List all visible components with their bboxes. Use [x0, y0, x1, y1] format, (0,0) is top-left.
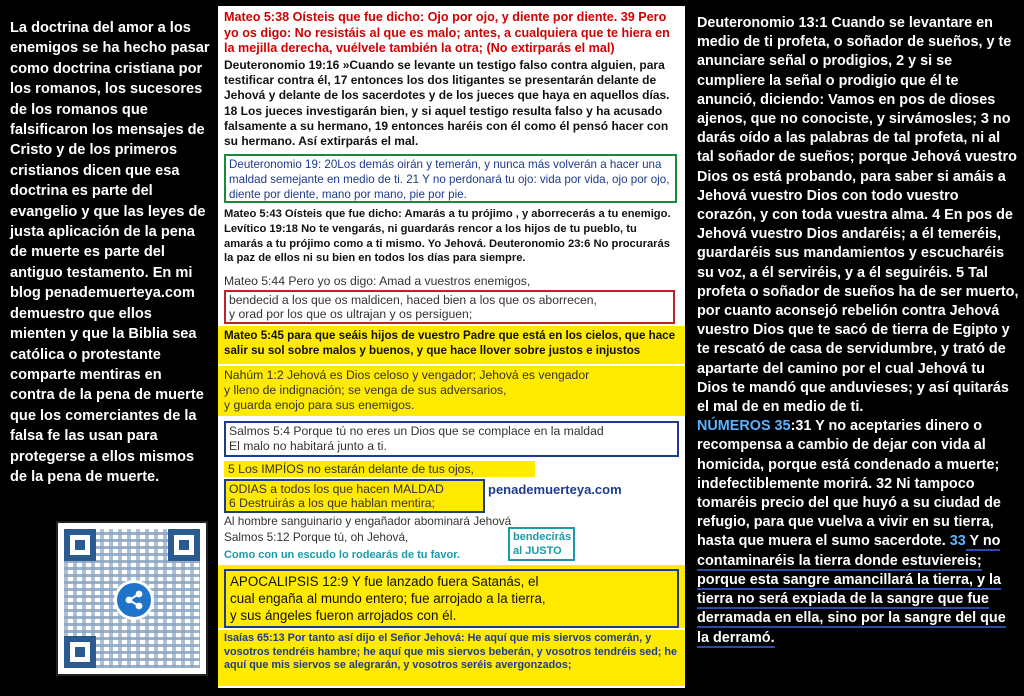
- center-collage: [218, 6, 685, 688]
- mateo-5-43-text: Mateo 5:43 Oísteis que fue dicho: Amarás a tu prójimo , y aborrecerás a tu enemigo. Levítico 19:18 No te vengarás, ni guardarás rencor a los hijos de tu pueblo, tu amarás a tu prójimo como a ti mismo. Yo Jehová. Deuteronomio 23:6 No procurarás la paz de ellos ni su bien en todos los días para siempre.: [224, 208, 671, 265]
- apocalipsis-line-b: cual engaña al mundo entero; fue arrojado a la tierra,: [230, 591, 546, 606]
- qr-finder-top-left: [64, 529, 96, 561]
- mateo-5-44-line-b: bendecid a los que os maldicen, haced bien a los que os aborrecen,: [229, 293, 597, 307]
- apocalipsis-area: [218, 565, 685, 628]
- apocalipsis-line-c: y sus ángeles fueron arrojados con él.: [230, 608, 457, 623]
- odias-line: ODIAS a todos los que hacen MALDAD: [229, 482, 444, 496]
- deuteronomio-19-20-text: Deuteronomio 19: 20Los demás oirán y temerán, y nunca más volverán a hacer una maldad semejante en medio de ti. 21 Y no perdonará tu ojo: vida por vida, ojo por ojo, diente por diente, mano por mano, pie por pie.: [229, 158, 670, 201]
- mateo-5-44-line-a: Mateo 5:44 Pero yo os digo: Amad a vuestros enemigos,: [224, 274, 531, 288]
- numeros-35-label: NÚMEROS 35: [697, 418, 791, 435]
- salmos-5-4-line-b: El malo no habitará junto a ti.: [229, 439, 387, 453]
- nahum-line-c: y guarda enojo para sus enemigos.: [224, 398, 415, 413]
- nahum-line-a: Nahúm 1:2 Jehová es Dios celoso y vengador; Jehová es vengador: [224, 368, 590, 382]
- isaias-65-13-text: Isaías 65:13 Por tanto así dijo el Señor Jehová: He aquí que mis siervos comerán, y vosotros tendréis hambre; he aquí que mis siervos beberán, y vosotros tendréis sed; he aquí que mis siervos se alegrarán, y vosotros seréis avergonzados;: [218, 630, 685, 686]
- deuteronomio-19-16-text: Deuteronomio 19:16 »Cuando se levante un testigo falso contra alguien, para testificar contra él, 17 entonces los dos litigantes se presentarán delante de Jehová y delante de los sacerdotes y de los jueces que haya en aquellos días. 18 Los jueces investigarán bien, y si aquel testigo resulta falso y ha acusado falsamente a su hermano, 19 entonces haréis con él como él pensó hacer con su hermano. Así extirparás el mal.: [224, 58, 670, 149]
- mateo-5-44-box: [224, 290, 675, 324]
- apocalipsis-box: [224, 569, 679, 628]
- left-commentary: La doctrina del amor a los enemigos se ha hecho pasar como doctrina cristiana por los romanos, los sucesores de los romanos que falsificaron los mensajes de Cristo y de los primeros cristianos dicen que esa doctrina es parte del evangelio y que las leyes de justa aplicación de la pena de muerte es parte del antiguo testamento. En mi blog penademuerteya.com demuestro que ellos mienten y que la Biblia sea católica o protestante comparte mentiras en contra de la pena de muerte que los comerciantes de la falsa fe las usan para protegerse a ellos mismos de la pena de muerte.: [10, 20, 210, 485]
- numeros-35-verse-num: :31: [790, 418, 812, 435]
- mateo-5-38-text: Mateo 5:38 Oísteis que fue dicho: Ojo por ojo, y diente por diente. 39 Pero yo os digo: No resistáis al que es malo; antes, a cualquiera que te hiera en la mejilla derecha, vuélvele también la otra; (No extirparás el mal): [224, 10, 670, 56]
- deuteronomio-19-20-box: [224, 154, 677, 203]
- bendeciras-box: bendecirás al JUSTO: [508, 527, 575, 561]
- salmos-5-12-text: Salmos 5:12 Porque tú, oh Jehová,: [224, 530, 409, 544]
- numeros-35-33-num: 33: [949, 533, 966, 550]
- salmos-5-5-text: 5 Los IMPÍOS no estarán delante de tus ojos,: [224, 461, 535, 477]
- share-icon[interactable]: [114, 580, 154, 620]
- right-commentary: [697, 14, 1019, 648]
- mateo-5-45-text: Mateo 5:45 para que seáis hijos de vuestro Padre que está en los cielos, que hace salir su sol sobre malos y buenos, y que hace llover sobre justos e injustos: [218, 326, 685, 364]
- blog-link[interactable]: penademuerteya.com: [488, 482, 622, 497]
- salmos-5-4-box: [224, 421, 679, 457]
- odias-box: [224, 479, 485, 513]
- qr-finder-bottom-left: [64, 636, 96, 668]
- numeros-35-text: Y no aceptaries dinero o recompensa a cambio de dejar con vida al homicida, porque está condenado a muerte; indefectiblemente morirá. 32 Ni tampoco tomaréis precio del que huyó a su ciudad de refugio, para que vuelva a vivir en su tierra, hasta que muera el sumo sacerdote.: [697, 418, 1001, 550]
- nahum-1-2-block: [218, 366, 685, 416]
- deuteronomio-13-1-text: Deuteronomio 13:1 Cuando se levantare en medio de ti profeta, o soñador de sueños, y te anunciare señal o prodigios, 2 y si se cumpliere la señal o prodigio que él te anunció, diciendo: Vamos en pos de dioses ajenos, que no conociste, y sirvámosles; 3 no darás oído a las palabras de tal profeta, ni al tal soñador de sueños; porque Jehová vuestro Dios os está probando, para saber si amáis a Jehová vuestro Dios con todo vuestro corazón, y con toda vuestra alma. 4 En pos de Jehová vuestro Dios andaréis; a él temeréis, guardaréis sus mandamientos y escucharéis su voz, a él serviréis, y a él seguiréis. 5 Tal profeta o soñador de sueños ha de ser muerto, por cuanto aconsejó rebelión contra Jehová vuestro Dios que te sacó de tierra de Egipto y te rescató de casa de servidumbre, y trató de apartarte del camino por el cual Jehová tu Dios te mandó que anduvieses; y así quitarás el mal de en medio de ti.: [697, 15, 1019, 416]
- destruiras-line: 6 Destruirás a los que hablan mentira;: [229, 496, 435, 510]
- mateo-5-44-line-c: y orad por los que os ultrajan y os persiguen;: [229, 307, 473, 321]
- escudo-text: Como con un escudo lo rodearás de tu favor.: [224, 549, 460, 561]
- qr-code[interactable]: [56, 521, 208, 676]
- salmos-5-4-line-a: Salmos 5:4 Porque tú no eres un Dios que se complace en la maldad: [229, 424, 604, 438]
- apocalipsis-line-a: APOCALIPSIS 12:9 Y fue lanzado fuera Satanás, el: [230, 574, 539, 589]
- numeros-35-33-text: Y no contaminaréis la tierra donde estuviereis; porque esta sangre amancillará la tierra, y la tierra no será expiada de la sangre que fue derramada en ella, sino por la sangre del que la derramó.: [697, 533, 1006, 646]
- qr-finder-top-right: [168, 529, 200, 561]
- nahum-line-b: y lleno de indignación; se venga de sus adversarios,: [224, 383, 507, 398]
- hombre-sanguinario-text: Al hombre sanguinario y engañador abominará Jehová: [224, 514, 512, 528]
